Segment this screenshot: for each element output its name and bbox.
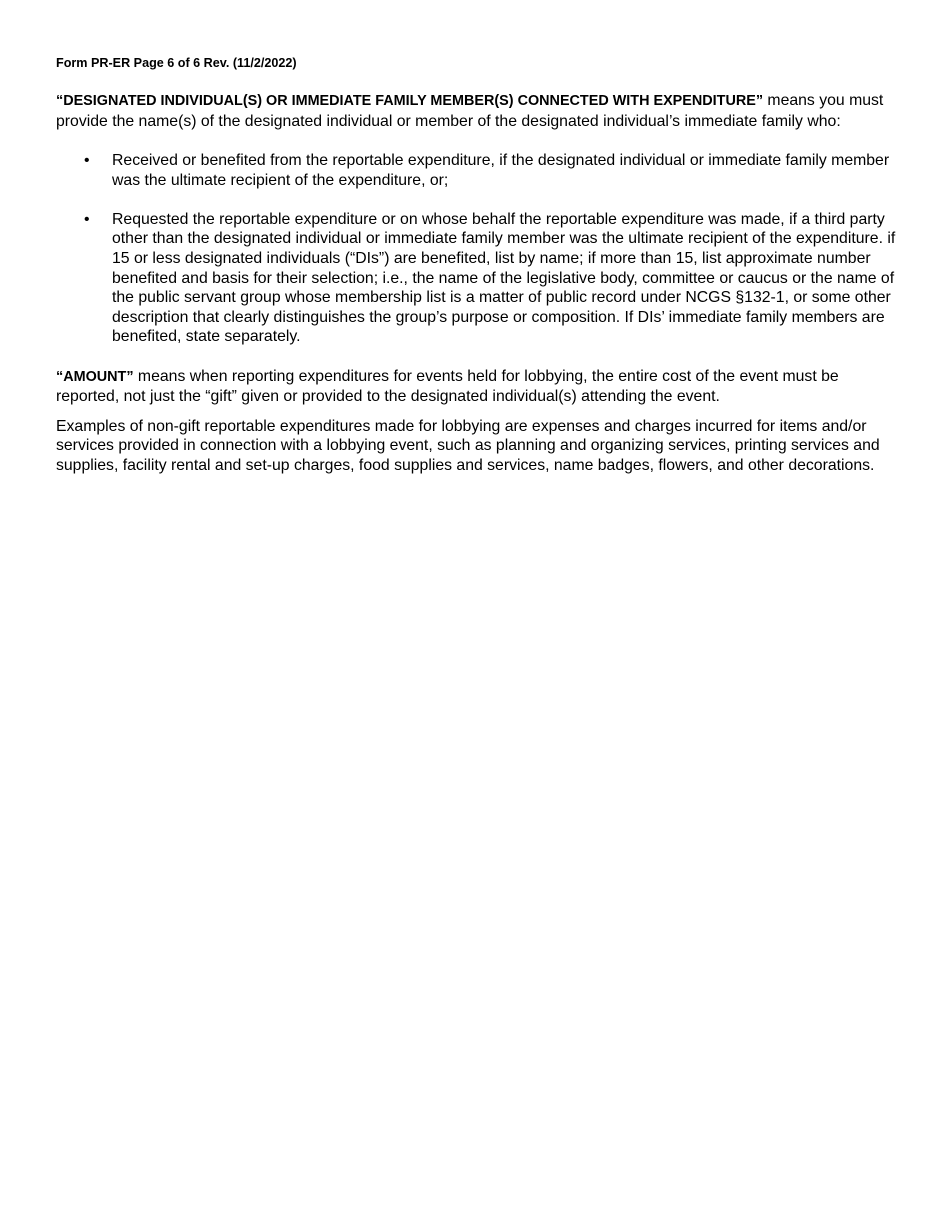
designated-term: “DESIGNATED INDIVIDUAL(S) OR IMMEDIATE FAMILY MEMBER(S) CONNECTED WITH EXPENDITURE” — [56, 93, 764, 109]
bullet-text: Requested the reportable expenditure or on whose behalf the reportable expenditure was made, if a third party other than the designated individual or immediate family member was the ultimate recipient of the expenditure. if 15 or less designated individuals (“DIs”) are benefited, list by name; if more than 15, list approximate number benefited and basis for their selection; i.e., the name of the legislative body, committee or caucus or the name of the public servant group whose membership list is a matter of public record under NCGS §132-1, or some other description that clearly distinguishes the group’s purpose or composition. If DIs’ immediate family members are benefited, state separately. — [112, 210, 896, 346]
bullet-text: Received or benefited from the reportable expenditure, if the designated individual or immediate family member was the ultimate recipient of the expenditure, or; — [112, 152, 890, 189]
examples-paragraph: Examples of non-gift reportable expenditures made for lobbying are expenses and charges incurred for items and/or services provided in connection with a lobbying event, such as planning and organizing services, printing services and supplies, facility rental and set-up charges, food supplies and services, name badges, flowers, and other decorations. — [56, 417, 880, 474]
bullet-item-received — [56, 151, 896, 190]
bullet-item-requested — [56, 210, 896, 347]
bullet-icon: • — [84, 152, 90, 170]
document-page — [56, 55, 896, 476]
designated-definition — [56, 91, 896, 131]
amount-definition-text: means when reporting expenditures for events held for lobbying, the entire cost of the event must be reported, not just the “gift” given or provided to the designated individual(s) attending the event. — [56, 367, 839, 406]
amount-term: “AMOUNT” — [56, 368, 134, 385]
form-header: Form PR-ER Page 6 of 6 Rev. (11/2/2022) — [56, 56, 297, 70]
amount-definition — [56, 367, 896, 407]
designated-definition-text: means you must provide the name(s) of the designated individual or member of the designated individual’s immediate family who: — [56, 92, 884, 130]
bullet-icon: • — [84, 210, 90, 228]
designated-bullet-list — [56, 151, 896, 347]
